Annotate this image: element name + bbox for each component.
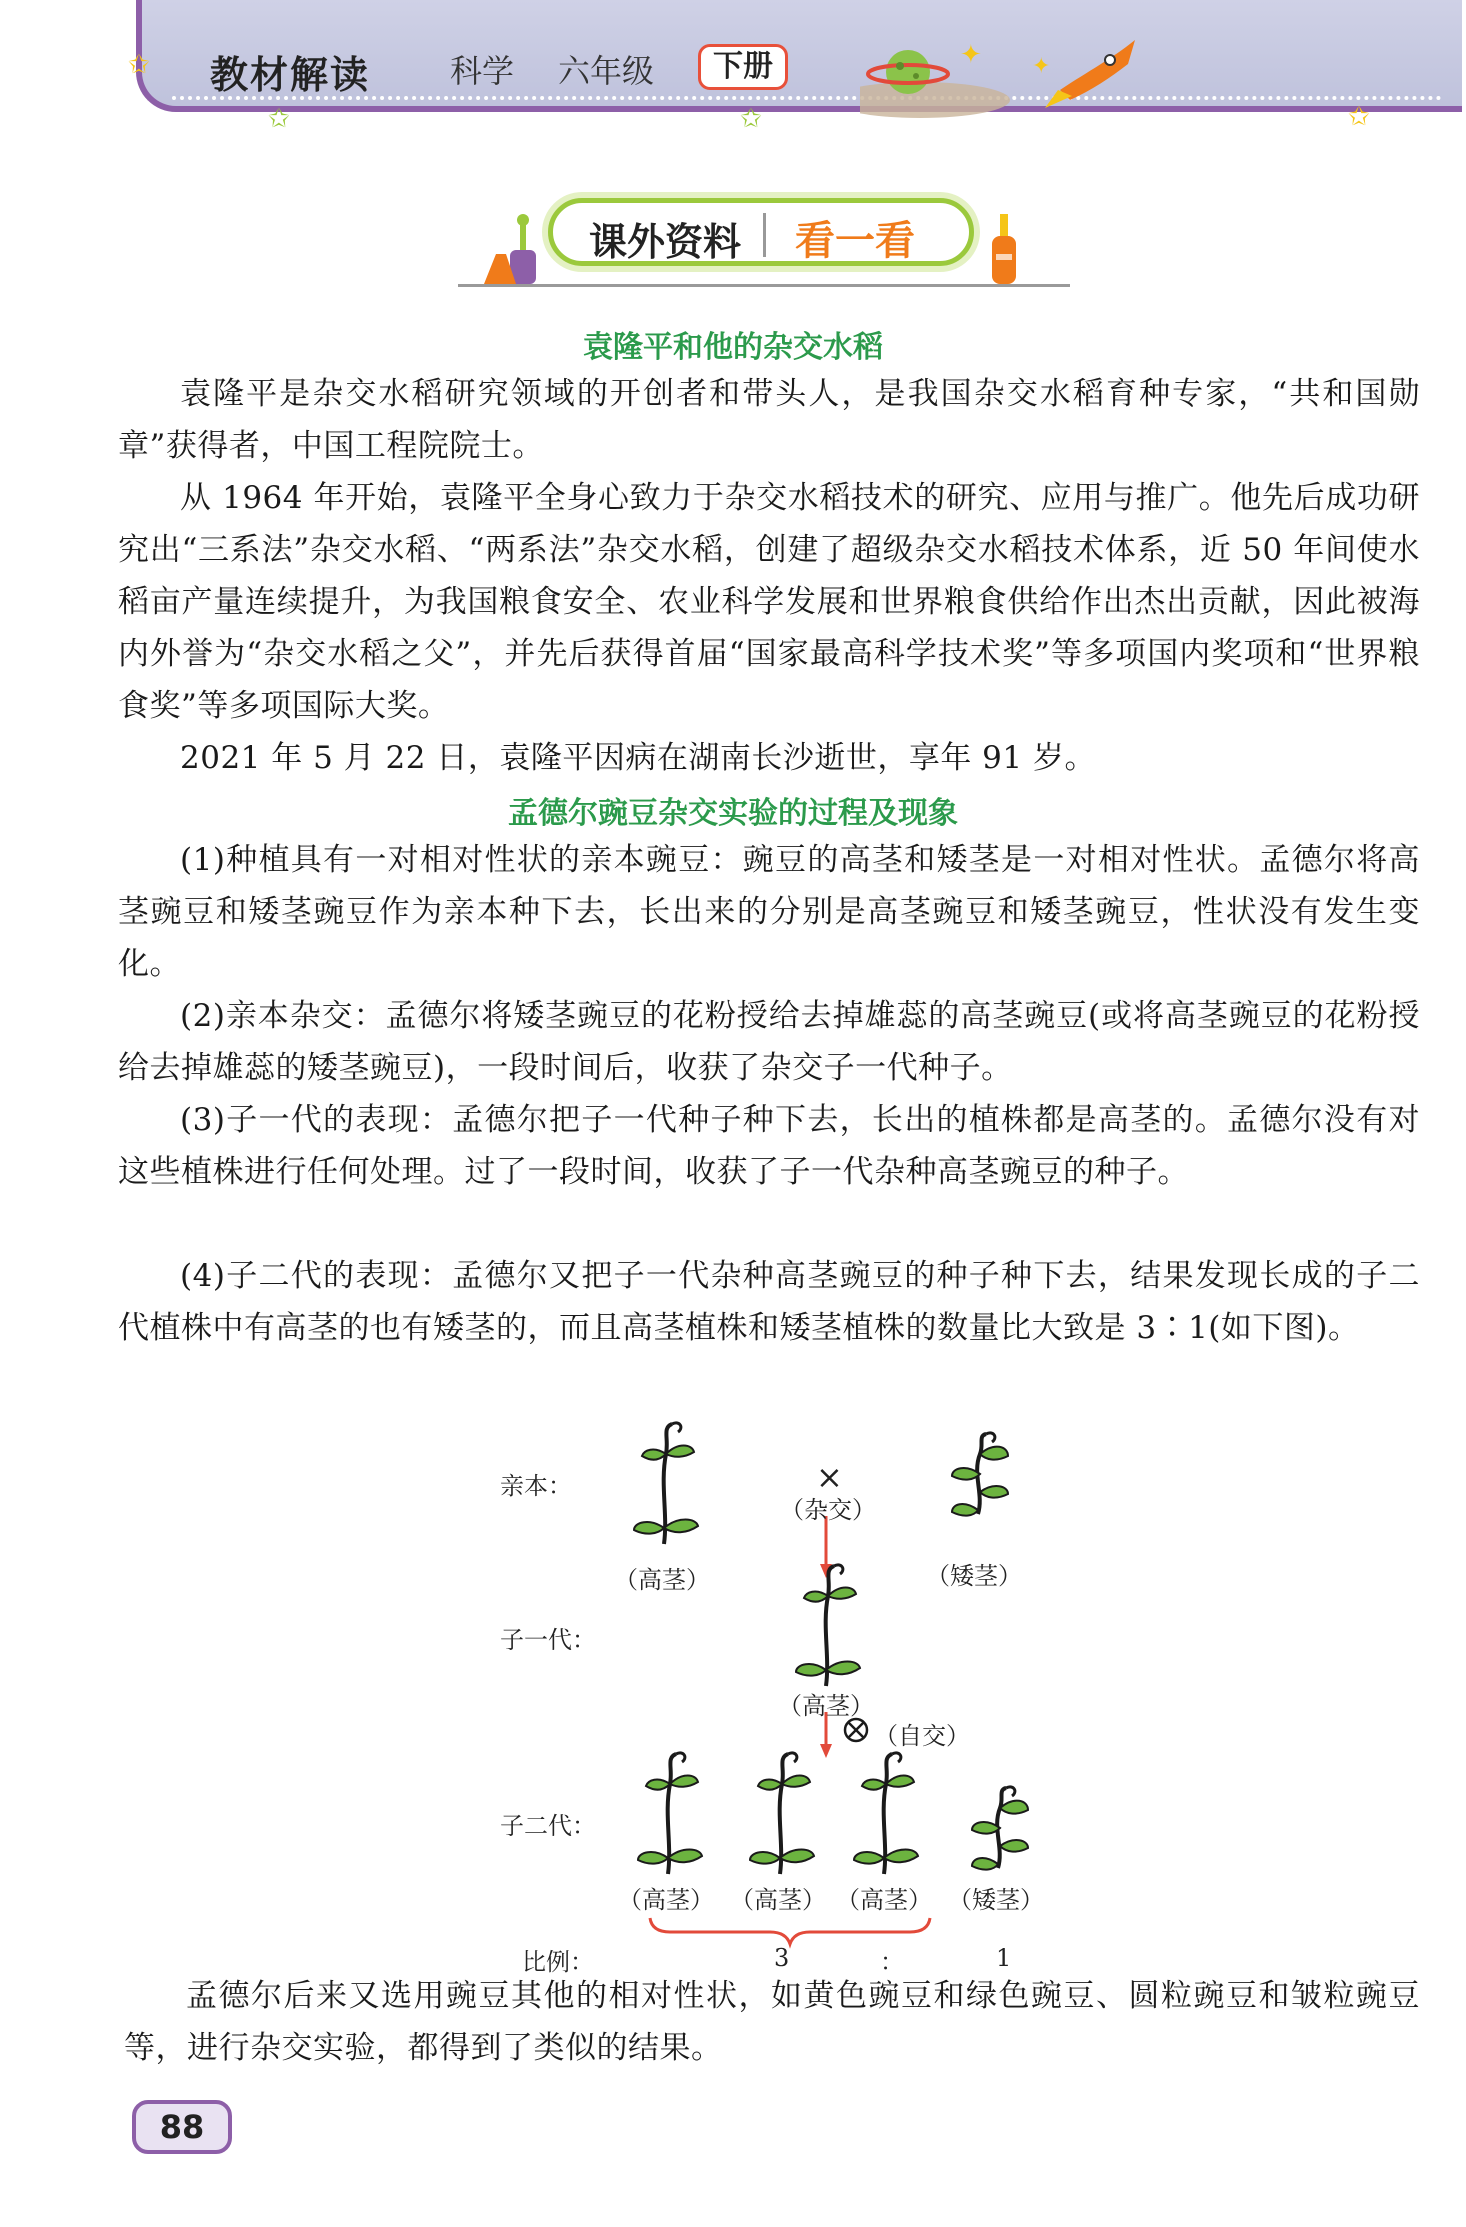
star-icon: ✩	[740, 104, 762, 134]
pea-cross-diagram	[480, 1410, 1100, 1976]
banner-underline	[458, 284, 1070, 287]
f2-tall-label: （高茎）	[730, 1886, 826, 1914]
book-title: 教材解读	[210, 53, 371, 97]
row-label-parent: 亲本：	[500, 1472, 572, 1500]
f2-short-label: （矮茎）	[948, 1886, 1044, 1914]
paragraph: (2)亲本杂交：孟德尔将矮茎豌豆的花粉授给去掉雄蕊的高茎豌豆(或将高茎豌豆的花粉授给去掉雄蕊的矮茎豌豆)，一段时间后，收获了杂交子一代种子。	[118, 998, 1420, 1086]
f2-tall-label: （高茎）	[836, 1886, 932, 1914]
volume-badge: 下册	[698, 44, 788, 90]
flask-icon	[982, 214, 1032, 288]
row-label-f1: 子一代：	[500, 1626, 596, 1654]
star-icon: ✦	[960, 40, 982, 70]
star-icon: ✩	[128, 50, 150, 80]
paragraph: 袁隆平是杂交水稻研究领域的开创者和带头人，是我国杂交水稻育种专家，“共和国勋章”获得者，中国工程院院士。	[118, 376, 1420, 464]
ratio-short-value: 1	[996, 1944, 1012, 1972]
beaker-icon	[480, 214, 550, 288]
cross-symbol: ×	[816, 1458, 843, 1496]
paragraph: (4)子二代的表现：孟德尔又把子一代杂种高茎豌豆的种子种下去，结果发现长成的子二代植株中有高茎的也有矮茎的，而且高茎植株和矮茎植株的数量比大致是 3∶1(如下图)。	[118, 1258, 1420, 1346]
row-label-f2: 子二代：	[500, 1812, 596, 1840]
paragraph: 从 1964 年开始，袁隆平全身心致力于杂交水稻技术的研究、应用与推广。他先后成功研究出“三系法”杂交水稻、“两系法”杂交水稻，创建了超级杂交水稻技术体系，近 50 年间使水稻亩产量连续提升，为我国粮食安全、农业科学发展和世界粮食供给作出杰出贡献，因此被海内外誉为“杂交水稻之父”，并先后获得首届“国家最高科学技术奖”等多项国内奖项和“世界粮食奖”等多项国际大奖。	[118, 480, 1420, 724]
ratio-tall-value: 3	[774, 1944, 790, 1972]
star-icon: ✩	[268, 104, 290, 134]
paragraph: (3)子一代的表现：孟德尔把子一代种子种下去，长出的植株都是高茎的。孟德尔没有对这些植株进行任何处理。过了一段时间，收获了子一代杂种高茎豌豆的种子。	[118, 1102, 1420, 1190]
subject-label: 科学	[450, 52, 515, 90]
space-decoration-icon	[860, 20, 1160, 120]
star-icon: ✦	[1032, 54, 1051, 79]
parent-short-label: （矮茎）	[926, 1562, 1022, 1590]
paragraph: (1)种植具有一对相对性状的亲本豌豆：豌豆的高茎和矮茎是一对相对性状。孟德尔将高茎豌豆和矮茎豌豆作为亲本种下去，长出来的分别是高茎豌豆和矮茎豌豆，性状没有发生变化。	[118, 842, 1420, 982]
f2-tall-label: （高茎）	[618, 1886, 714, 1914]
f1-tall-label: （高茎）	[778, 1692, 874, 1720]
ratio-colon: ：	[880, 1948, 904, 1976]
self-label: （自交）	[874, 1722, 970, 1750]
section-banner	[548, 198, 974, 266]
parent-tall-label: （高茎）	[614, 1566, 710, 1594]
star-icon: ✩	[1348, 102, 1370, 132]
section-label: 课外资料	[589, 220, 742, 264]
grade-label: 六年级	[558, 52, 655, 90]
cross-label: （杂交）	[780, 1496, 876, 1524]
banner-divider	[763, 213, 766, 257]
article-title: 孟德尔豌豆杂交实验的过程及现象	[508, 796, 958, 831]
article-title: 袁隆平和他的杂交水稻	[583, 330, 883, 365]
row-label-ratio: 比例：	[522, 1948, 594, 1976]
paragraph: 孟德尔后来又选用豌豆其他的相对性状，如黄色豌豆和绿色豌豆、圆粒豌豆和皱粒豌豆等，进行杂交实验，都得到了类似的结果。	[124, 1978, 1420, 2066]
page-number: 88	[132, 2100, 232, 2154]
paragraph: 2021 年 5 月 22 日，袁隆平因病在湖南长沙逝世，享年 91 岁。	[180, 740, 1096, 776]
section-sublabel: 看一看	[795, 218, 915, 264]
